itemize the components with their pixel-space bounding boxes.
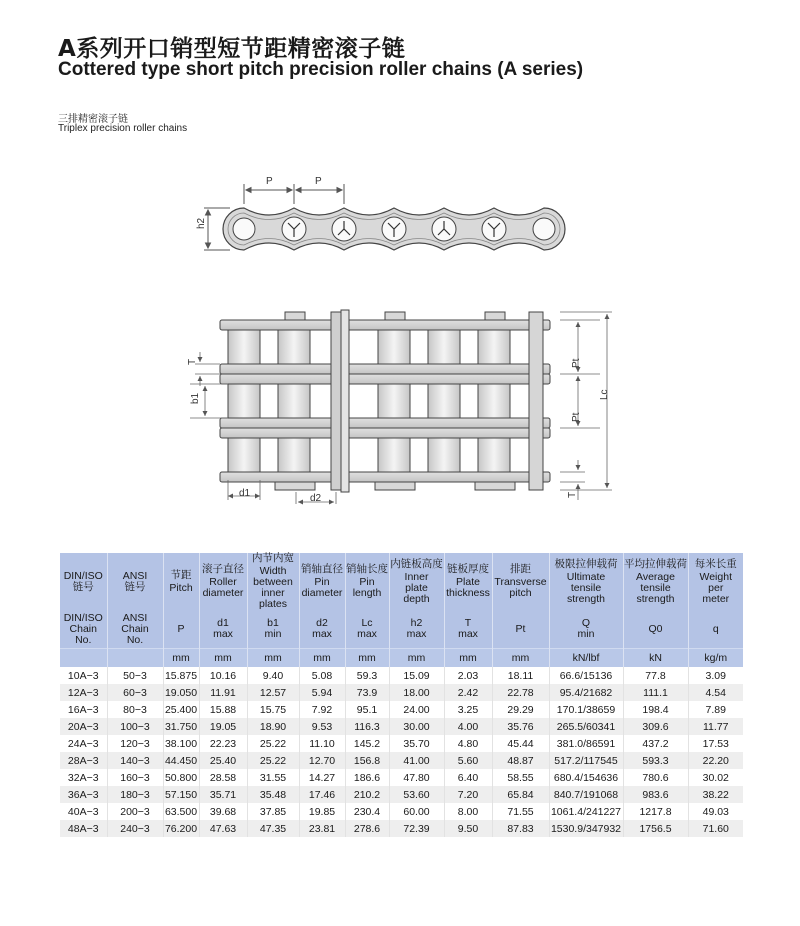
table-cell: 50−3 (107, 667, 163, 684)
header-name-cn: 节距 (170, 568, 192, 581)
header-name-cn: 销轴长度 (346, 563, 388, 575)
table-cell: 160−3 (107, 769, 163, 786)
table-cell: 25.40 (199, 752, 247, 769)
header-symbol: ANSI Chain No. (107, 610, 163, 649)
table-cell: 80−3 (107, 701, 163, 718)
header-name-cn: 极限拉伸载荷 (554, 557, 618, 570)
table-cell: 4.00 (444, 718, 492, 735)
table-cell: 77.8 (623, 667, 688, 684)
table-cell: 22.78 (492, 684, 549, 701)
table-cell: 9.40 (247, 667, 299, 684)
table-cell: 50.800 (163, 769, 199, 786)
table-cell: 2.03 (444, 667, 492, 684)
table-cell: 116.3 (345, 718, 389, 735)
table-cell: 35.76 (492, 718, 549, 735)
header-name-en: Pin diameter (301, 576, 343, 599)
table-cell: 3.09 (688, 667, 743, 684)
table-cell: 180−3 (107, 786, 163, 803)
header-unit: mm (492, 649, 549, 668)
table-cell: 59.3 (345, 667, 389, 684)
table-cell: 18.00 (389, 684, 444, 701)
subtitle-cn: 三排精密滚子链 (58, 114, 128, 125)
header-symbol: T max (444, 610, 492, 649)
table-cell: 47.80 (389, 769, 444, 786)
table-cell: 73.9 (345, 684, 389, 701)
specification-table (60, 553, 743, 837)
header-name-cn: 滚子直径 (202, 563, 244, 575)
table-cell: 31.750 (163, 718, 199, 735)
page-title-cn: A系列开口销型短节距精密滚子链 (58, 36, 406, 62)
header-name-en: Inner plate depth (403, 570, 430, 605)
table-cell: 17.53 (688, 735, 743, 752)
table-cell: 18.11 (492, 667, 549, 684)
label-t-top: T (187, 358, 198, 365)
header-name-cn: 排距 (510, 563, 531, 575)
header-cell (60, 553, 107, 610)
label-d2: d2 (310, 493, 322, 504)
table-cell: 25.400 (163, 701, 199, 718)
header-symbol: Q0 (623, 610, 688, 649)
label-d1: d1 (239, 488, 251, 499)
header-symbol: d2 max (299, 610, 345, 649)
table-row (60, 769, 743, 786)
table-cell: 35.70 (389, 735, 444, 752)
header-name-en: Plate thickness (446, 576, 490, 599)
header-symbol: DIN/ISO Chain No. (60, 610, 107, 649)
header-unit (60, 649, 107, 668)
table-cell: 3.25 (444, 701, 492, 718)
table-cell: 6.40 (444, 769, 492, 786)
table-cell: 30.00 (389, 718, 444, 735)
header-name-en: DIN/ISO 链号 (63, 569, 103, 593)
table-cell: 230.4 (345, 803, 389, 820)
page-title-en: Cottered type short pitch precision roller chains (A series) (58, 59, 584, 80)
table-header (60, 553, 743, 667)
table-cell: 22.20 (688, 752, 743, 769)
table-cell: 210.2 (345, 786, 389, 803)
table-cell: 41.00 (389, 752, 444, 769)
header-unit: mm (299, 649, 345, 668)
table-cell: 31.55 (247, 769, 299, 786)
table-cell: 156.8 (345, 752, 389, 769)
label-pitch-2: P (315, 176, 322, 187)
table-cell: 680.4/154636 (549, 769, 623, 786)
table-cell: 47.35 (247, 820, 299, 837)
table-cell: 47.63 (199, 820, 247, 837)
table-cell: 309.6 (623, 718, 688, 735)
table-cell: 200−3 (107, 803, 163, 820)
table-cell: 12.70 (299, 752, 345, 769)
table-cell: 19.85 (299, 803, 345, 820)
table-cell: 87.83 (492, 820, 549, 837)
header-name-en: ANSI 链号 (122, 569, 148, 593)
table-cell: 265.5/60341 (549, 718, 623, 735)
table-cell: 10A−3 (60, 667, 107, 684)
table-cell: 4.54 (688, 684, 743, 701)
table-cell: 11.91 (199, 684, 247, 701)
table-cell: 60−3 (107, 684, 163, 701)
table-cell: 24.00 (389, 701, 444, 718)
header-name-cn: 每米长重 (694, 557, 737, 570)
table-cell: 58.55 (492, 769, 549, 786)
table-cell: 37.85 (247, 803, 299, 820)
header-name-en: Weight per meter (699, 570, 732, 605)
table-cell: 437.2 (623, 735, 688, 752)
table-cell: 1217.8 (623, 803, 688, 820)
table-cell: 76.200 (163, 820, 199, 837)
header-cell (623, 553, 688, 610)
table-body (60, 667, 743, 837)
header-symbol: b1 min (247, 610, 299, 649)
header-unit: kN (623, 649, 688, 668)
table-cell: 66.6/15136 (549, 667, 623, 684)
table-cell: 278.6 (345, 820, 389, 837)
table-cell: 60.00 (389, 803, 444, 820)
label-pt-1: Pt (571, 358, 582, 368)
table-cell: 45.44 (492, 735, 549, 752)
table-row (60, 752, 743, 769)
header-symbol: Q min (549, 610, 623, 649)
table-cell: 4.80 (444, 735, 492, 752)
table-cell: 14.27 (299, 769, 345, 786)
header-symbol: h2 max (389, 610, 444, 649)
header-cell (492, 553, 549, 610)
table-cell: 198.4 (623, 701, 688, 718)
header-name-cn: 平均拉伸载荷 (624, 557, 687, 570)
header-unit: kN/lbf (549, 649, 623, 668)
table-row (60, 786, 743, 803)
table-cell: 39.68 (199, 803, 247, 820)
table-cell: 240−3 (107, 820, 163, 837)
table-cell: 145.2 (345, 735, 389, 752)
table-cell: 25.22 (247, 735, 299, 752)
table-cell: 9.53 (299, 718, 345, 735)
table-row (60, 820, 743, 837)
header-name-cn: 内链板高度 (390, 557, 443, 570)
table-cell: 19.05 (199, 718, 247, 735)
table-cell: 20A−3 (60, 718, 107, 735)
header-cell (299, 553, 345, 610)
header-cell (163, 553, 199, 610)
table-row (60, 684, 743, 701)
header-name-en: Roller diameter (202, 576, 244, 599)
table-cell: 95.1 (345, 701, 389, 718)
header-cell (444, 553, 492, 610)
table-cell: 22.23 (199, 735, 247, 752)
header-unit: mm (247, 649, 299, 668)
table-cell: 7.92 (299, 701, 345, 718)
table-row (60, 718, 743, 735)
header-name-en: Width between inner plates (253, 565, 293, 610)
table-cell: 593.3 (623, 752, 688, 769)
header-row-symbols (60, 610, 743, 649)
header-symbol: q (688, 610, 743, 649)
table-cell: 11.10 (299, 735, 345, 752)
table-cell: 9.50 (444, 820, 492, 837)
header-name-en: Average tensile strength (636, 570, 675, 605)
header-unit: kg/m (688, 649, 743, 668)
table-cell: 28.58 (199, 769, 247, 786)
table-cell: 17.46 (299, 786, 345, 803)
table-cell: 40A−3 (60, 803, 107, 820)
table-cell: 5.08 (299, 667, 345, 684)
subtitle-en: Triplex precision roller chains (58, 123, 188, 134)
table-cell: 36A−3 (60, 786, 107, 803)
table-cell: 15.09 (389, 667, 444, 684)
table-cell: 65.84 (492, 786, 549, 803)
label-lc: Lc (599, 389, 610, 400)
header-unit (107, 649, 163, 668)
table-cell: 100−3 (107, 718, 163, 735)
table-cell: 29.29 (492, 701, 549, 718)
table-cell: 1530.9/347932 (549, 820, 623, 837)
table-cell: 1061.4/241227 (549, 803, 623, 820)
table-cell: 1756.5 (623, 820, 688, 837)
label-pitch-1: P (266, 176, 273, 187)
table-cell: 7.89 (688, 701, 743, 718)
table-cell: 2.42 (444, 684, 492, 701)
header-unit: mm (444, 649, 492, 668)
table-cell: 15.88 (199, 701, 247, 718)
table-cell: 35.48 (247, 786, 299, 803)
label-h2: h2 (196, 217, 207, 229)
table-cell: 23.81 (299, 820, 345, 837)
table-cell: 12.57 (247, 684, 299, 701)
header-cell (549, 553, 623, 610)
header-cell (247, 553, 299, 610)
table-cell: 15.875 (163, 667, 199, 684)
header-unit: mm (199, 649, 247, 668)
table-cell: 24A−3 (60, 735, 107, 752)
table-cell: 170.1/38659 (549, 701, 623, 718)
table-cell: 15.75 (247, 701, 299, 718)
table-cell: 35.71 (199, 786, 247, 803)
table-cell: 111.1 (623, 684, 688, 701)
table-cell: 53.60 (389, 786, 444, 803)
table-cell: 18.90 (247, 718, 299, 735)
label-b1: b1 (190, 392, 201, 404)
table-cell: 5.94 (299, 684, 345, 701)
table-cell: 63.500 (163, 803, 199, 820)
table-cell: 780.6 (623, 769, 688, 786)
header-unit: mm (163, 649, 199, 668)
header-name-en: Pin length (352, 576, 382, 599)
header-name-cn: 链板厚度 (447, 563, 489, 575)
header-name-cn: 销轴直径 (301, 563, 343, 575)
table-cell: 72.39 (389, 820, 444, 837)
table-row (60, 667, 743, 684)
header-row-units (60, 649, 743, 668)
table-cell: 381.0/86591 (549, 735, 623, 752)
header-cell (107, 553, 163, 610)
table-cell: 38.22 (688, 786, 743, 803)
table-cell: 11.77 (688, 718, 743, 735)
header-name-en: Transverse pitch (494, 576, 547, 599)
table-cell: 30.02 (688, 769, 743, 786)
top-view (190, 310, 612, 505)
header-row-names (60, 553, 743, 610)
table-cell: 25.22 (247, 752, 299, 769)
table-cell: 5.60 (444, 752, 492, 769)
table-cell: 186.6 (345, 769, 389, 786)
table-cell: 49.03 (688, 803, 743, 820)
table-row (60, 735, 743, 752)
header-unit: mm (345, 649, 389, 668)
side-view (204, 184, 565, 250)
table-row (60, 803, 743, 820)
header-symbol: P (163, 610, 199, 649)
table-cell: 983.6 (623, 786, 688, 803)
table-cell: 71.55 (492, 803, 549, 820)
header-cell (199, 553, 247, 610)
header-cell (389, 553, 444, 610)
table-cell: 140−3 (107, 752, 163, 769)
table-cell: 71.60 (688, 820, 743, 837)
table-cell: 95.4/21682 (549, 684, 623, 701)
header-symbol: Pt (492, 610, 549, 649)
label-t-bottom: T (567, 491, 578, 498)
header-unit: mm (389, 649, 444, 668)
table-cell: 28A−3 (60, 752, 107, 769)
table-cell: 32A−3 (60, 769, 107, 786)
header-cell (345, 553, 389, 610)
header-name-en: Pitch (169, 581, 193, 594)
table-cell: 12A−3 (60, 684, 107, 701)
table-cell: 10.16 (199, 667, 247, 684)
table-cell: 57.150 (163, 786, 199, 803)
table-cell: 38.100 (163, 735, 199, 752)
table-cell: 16A−3 (60, 701, 107, 718)
header-cell (688, 553, 743, 610)
table-cell: 120−3 (107, 735, 163, 752)
table-cell: 48A−3 (60, 820, 107, 837)
table-cell: 48.87 (492, 752, 549, 769)
table-cell: 840.7/191068 (549, 786, 623, 803)
header-name-en: Ultimate tensile strength (566, 570, 606, 605)
table-cell: 44.450 (163, 752, 199, 769)
header-symbol: d1 max (199, 610, 247, 649)
header-symbol: Lc max (345, 610, 389, 649)
label-pt-2: Pt (571, 412, 582, 422)
table-cell: 8.00 (444, 803, 492, 820)
table-row (60, 701, 743, 718)
header-name-cn: 内节内宽 (252, 552, 294, 564)
table-cell: 19.050 (163, 684, 199, 701)
table-cell: 7.20 (444, 786, 492, 803)
table-cell: 517.2/117545 (549, 752, 623, 769)
